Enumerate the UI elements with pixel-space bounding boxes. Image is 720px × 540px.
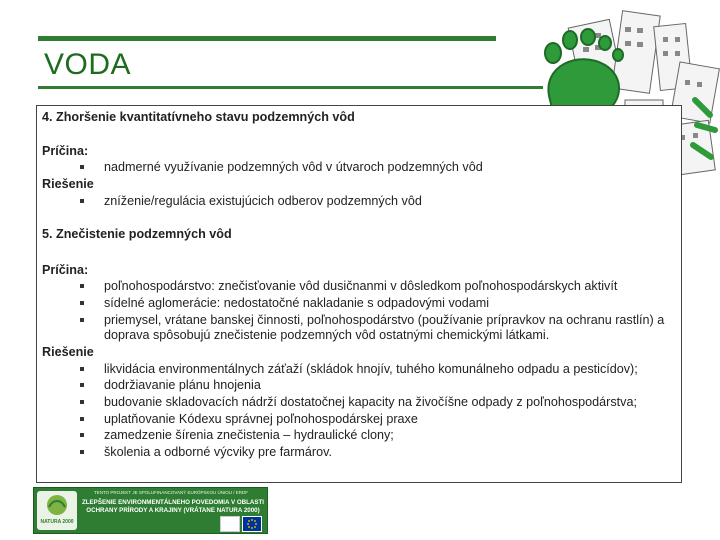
solution-label: Riešenie bbox=[42, 176, 94, 191]
header-top-bar bbox=[38, 36, 496, 41]
bullet-icon bbox=[80, 450, 84, 454]
content-box bbox=[36, 105, 682, 483]
title-underline bbox=[38, 86, 543, 89]
env-logo-icon bbox=[220, 516, 240, 532]
footer-main-text: ZLEPŠENIE ENVIRONMENTÁLNEHO POVEDOMIA V OBLASTI OCHRANY PRÍRODY A KRAJINY (VRÁTANE NATURA 2000) bbox=[82, 499, 264, 514]
list-item: zamedzenie šírenia znečistenia – hydraulické clony; bbox=[42, 428, 673, 444]
project-footer-banner bbox=[33, 487, 268, 534]
page-title: VODA bbox=[44, 48, 132, 81]
footer-small-text: TENTO PROJEKT JE SPOLUFINANCOVANÝ EURÓPSKOU ÚNIOU / ERDF bbox=[93, 490, 249, 495]
list-item: uplatňovanie Kódexu správnej poľnohospodárskej praxe bbox=[42, 412, 673, 428]
section-heading: 5. Znečistenie podzemných vôd bbox=[42, 227, 232, 242]
bullet-icon bbox=[80, 417, 84, 421]
cause-list bbox=[42, 279, 673, 343]
list-item: priemysel, vrátane banskej činnosti, poľnohospodárstvo (používanie prípravkov na ochranu rastlín) a doprava spôsobujú znečistenie podzemných vôd ostatnými chemickými látkami. bbox=[42, 313, 673, 344]
list-item: školenia a odborné výcviky pre farmárov. bbox=[42, 445, 673, 461]
list-item: likvidácia environmentálnych záťaží (skládok hnojív, tuhého komunálneho odpadu a pesticídov); bbox=[42, 362, 673, 378]
bullet-icon bbox=[80, 433, 84, 437]
bullet-icon bbox=[80, 199, 84, 203]
list-item: nadmerné využívanie podzemných vôd v útvaroch podzemných vôd bbox=[42, 160, 673, 176]
bullet-icon bbox=[80, 383, 84, 387]
cause-label: Príčina: bbox=[42, 262, 89, 277]
list-item: budovanie skladovacích nádrží dostatočnej kapacity na živočíšne odpady z poľnohospodárstva; bbox=[42, 395, 673, 411]
bullet-icon bbox=[80, 367, 84, 371]
eu-flag-icon bbox=[242, 516, 262, 532]
solution-label: Riešenie bbox=[42, 344, 94, 359]
list-item: zníženie/regulácia existujúcich odberov podzemných vôd bbox=[42, 194, 673, 210]
bullet-icon bbox=[80, 301, 84, 305]
bullet-icon bbox=[80, 400, 84, 404]
bullet-icon bbox=[80, 284, 84, 288]
cause-label: Príčina: bbox=[42, 143, 89, 158]
natura-label: NATURA 2000 bbox=[40, 519, 74, 525]
cause-list bbox=[42, 160, 673, 176]
list-item: poľnohospodárstvo: znečisťovanie vôd dusičnanmi v dôsledkom poľnohospodárskych aktivít bbox=[42, 279, 673, 295]
solution-list bbox=[42, 194, 673, 210]
list-item: dodržiavanie plánu hnojenia bbox=[42, 378, 673, 394]
list-item: sídelné aglomerácie: nedostatočné nakladanie s odpadovými vodami bbox=[42, 296, 673, 312]
solution-list bbox=[42, 362, 673, 461]
bullet-icon bbox=[80, 165, 84, 169]
section-heading: 4. Zhoršenie kvantitatívneho stavu podzemných vôd bbox=[42, 110, 355, 124]
bullet-icon bbox=[80, 318, 84, 322]
